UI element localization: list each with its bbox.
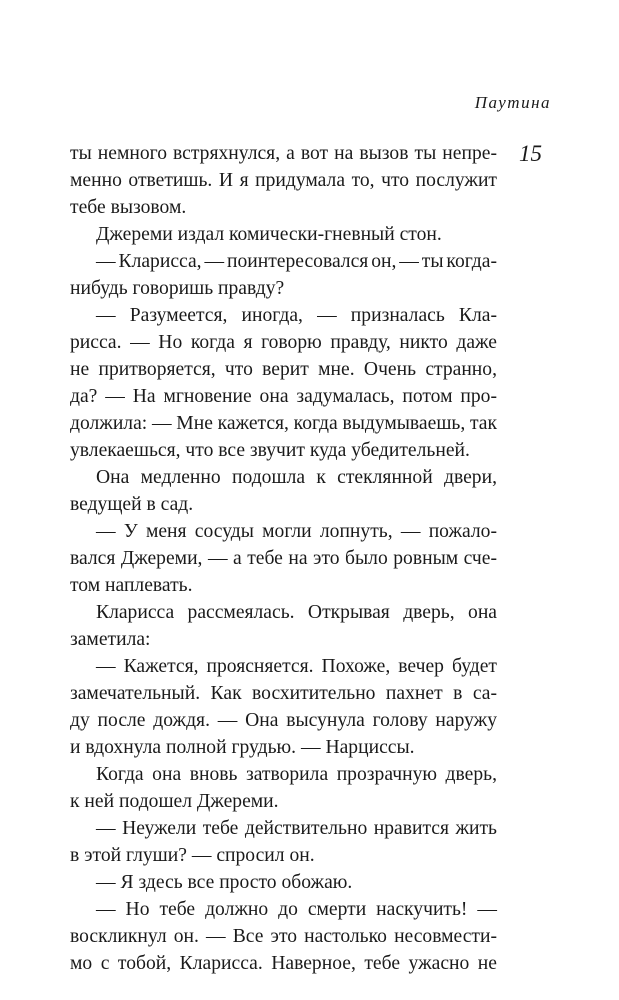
text-line: нибудь говоришь правду? xyxy=(70,278,285,299)
text-line: увлекаешься, что все звучит куда убедительней. xyxy=(70,440,470,461)
paragraph xyxy=(70,599,497,653)
text-line: не притворяется, что верит мне. Очень странно, xyxy=(70,359,497,380)
text-line: вался Джереми, — а тебе на это было ровным сче- xyxy=(70,548,497,569)
paragraph xyxy=(70,653,497,761)
text-line: менно ответишь. И я придумала то, что послужит xyxy=(70,170,497,191)
paragraph xyxy=(70,140,497,221)
text-line: — Но тебе должно до смерти наскучить! — xyxy=(96,899,497,920)
paragraph xyxy=(70,518,497,599)
paragraph xyxy=(70,815,497,869)
text-line: — Я здесь все просто обожаю. xyxy=(96,872,353,893)
paragraph xyxy=(70,248,497,302)
text-line: — Разумеется, иногда, — призналась Кла- xyxy=(96,305,497,326)
text-line: воскликнул он. — Все это настолько несовмести- xyxy=(70,926,497,947)
text-line: ду после дождя. — Она высунула голову наружу xyxy=(70,710,497,731)
paragraph xyxy=(70,869,497,896)
text-line: в этой глуши? — спросил он. xyxy=(70,845,315,866)
paragraph xyxy=(70,221,497,248)
text-line: Кларисса рассмеялась. Открывая дверь, она xyxy=(96,602,497,623)
text-line: Когда она вновь затворила прозрачную дверь, xyxy=(96,764,497,785)
text-line: — Кажется, проясняется. Похоже, вечер будет xyxy=(96,656,497,677)
text-line: должила: — Мне кажется, когда выдумываешь, так xyxy=(70,413,497,434)
page-number: 15 xyxy=(519,141,542,166)
text-line: том наплевать. xyxy=(70,575,193,596)
text-line: — У меня сосуды могли лопнуть, — пожало- xyxy=(96,521,497,542)
body-text xyxy=(70,140,497,977)
text-line: мо с тобой, Кларисса. Наверное, тебе ужасно не xyxy=(70,953,497,974)
text-line: замечательный. Как восхитительно пахнет в са- xyxy=(70,683,497,704)
text-line: — Кларисса, — поинтересовался он, — ты когда- xyxy=(96,251,497,272)
text-line: заметила: xyxy=(70,629,151,650)
paragraph xyxy=(70,464,497,518)
text-line: да? — На мгновение она задумалась, потом про- xyxy=(70,386,497,407)
text-line: ведущей в сад. xyxy=(70,494,194,515)
text-line: ты немного встряхнулся, а вот на вызов ты непре- xyxy=(70,143,497,164)
paragraph xyxy=(70,761,497,815)
text-line: Она медленно подошла к стеклянной двери, xyxy=(96,467,497,488)
text-line: тебе вызовом. xyxy=(70,197,187,218)
paragraph xyxy=(70,896,497,977)
text-line: к ней подошел Джереми. xyxy=(70,791,279,812)
text-line: Джереми издал комически-гневный стон. xyxy=(96,224,442,245)
text-line: и вдохнула полной грудью. — Нарциссы. xyxy=(70,737,415,758)
text-line: — Неужели тебе действительно нравится жить xyxy=(96,818,497,839)
paragraph xyxy=(70,302,497,464)
running-title: Паутина xyxy=(474,93,551,112)
text-line: рисса. — Но когда я говорю правду, никто даже xyxy=(70,332,497,353)
